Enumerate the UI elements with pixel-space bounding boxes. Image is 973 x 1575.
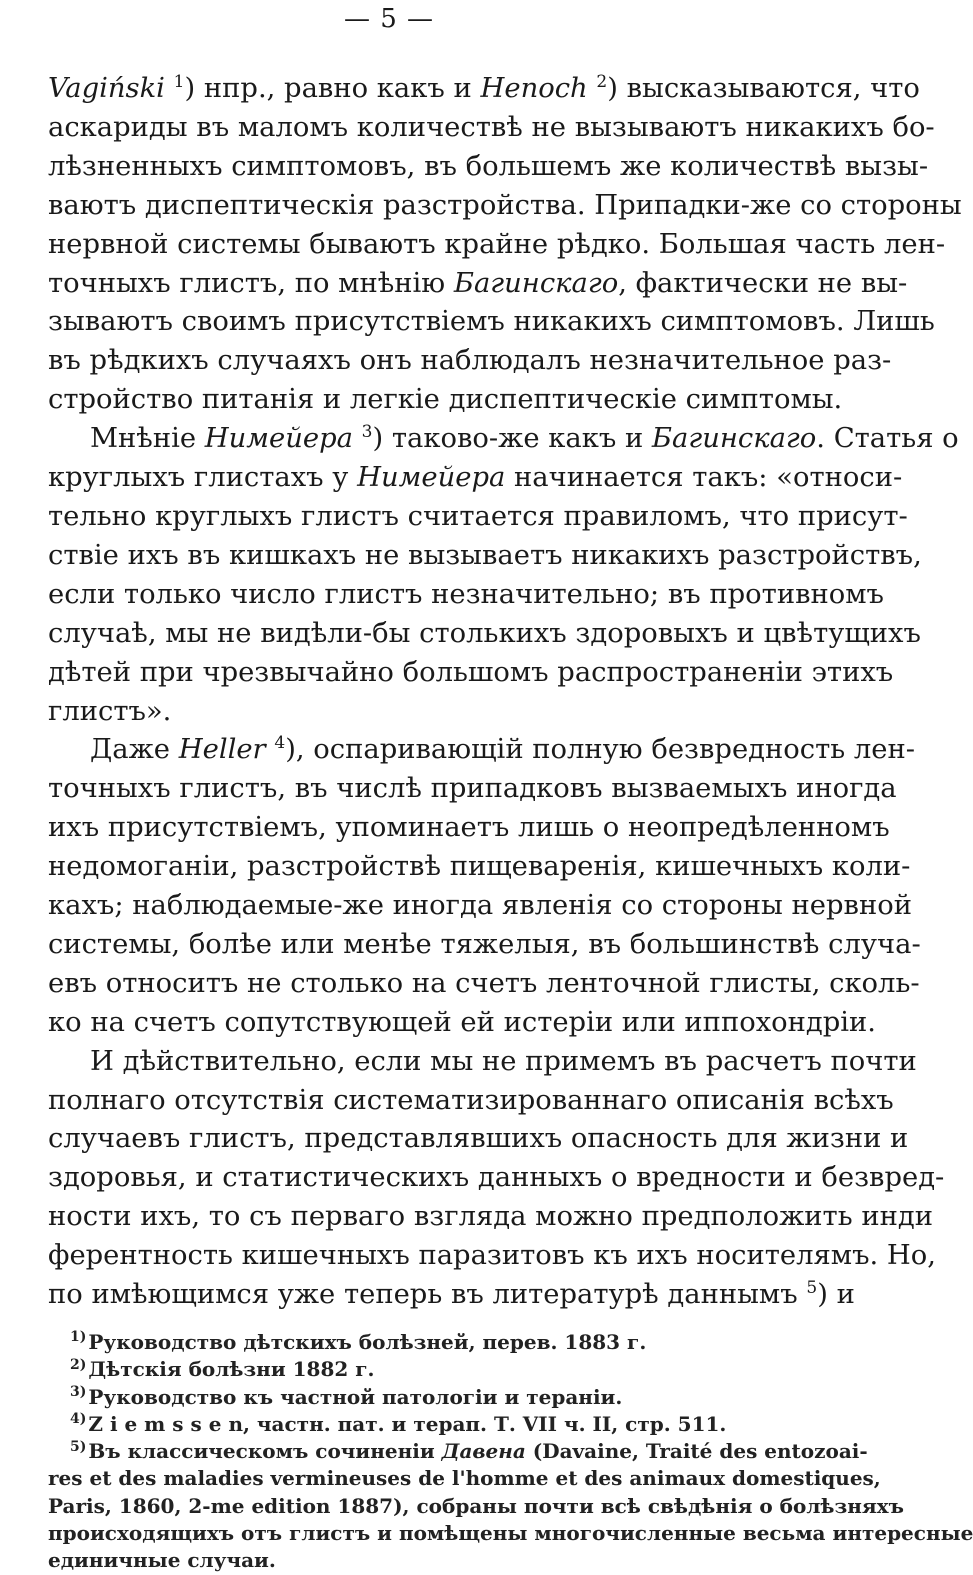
footnote-line: $^{3)}$ Руководство къ частной патологіи и тераніи. bbox=[70, 1383, 623, 1409]
text-line: въ рѣдкихъ случаяхъ онъ наблюдалъ незначительное раз- bbox=[48, 345, 892, 377]
text-line: Vagiński $^1$) нпр., равно какъ и Henoch $^2$) высказываются, что bbox=[48, 71, 920, 104]
text-line: нервной системы бываютъ крайне рѣдко. Большая часть лен- bbox=[48, 228, 946, 260]
footnote bbox=[48, 1438, 973, 1574]
footnote-marker: 4) bbox=[70, 1411, 87, 1428]
footnote-line: res et des maladies vermineuses de l'homme et des animaux domestiques, bbox=[48, 1466, 881, 1491]
text-line: круглыхъ глистахъ у Нимейера начинается такъ: «относи- bbox=[48, 462, 903, 494]
text-line: если только число глистъ незначительно; въ противномъ bbox=[48, 578, 884, 610]
text-line: системы, болѣе или менѣе тяжелыя, въ большинствѣ случа- bbox=[48, 928, 921, 960]
footnote bbox=[48, 1384, 730, 1411]
footnote bbox=[48, 1411, 730, 1438]
text-line: глистъ». bbox=[48, 695, 172, 727]
footnote-marker: 5) bbox=[70, 1438, 87, 1455]
footnote bbox=[48, 1329, 730, 1356]
text-line: зываютъ своимъ присутствіемъ никакихъ симптомовъ. Лишь bbox=[48, 306, 935, 338]
text-line: ваютъ диспептическія разстройства. Припадки-же со стороны bbox=[48, 189, 962, 221]
text-line: ствіе ихъ въ кишкахъ не вызываетъ никакихъ разстройствъ, bbox=[48, 539, 922, 571]
text-line: случаевъ глистъ, представлявшихъ опасность для жизни и bbox=[48, 1123, 909, 1155]
text-line: недомоганіи, разстройствѣ пищеваренія, кишечныхъ коли- bbox=[48, 851, 911, 883]
text-line: евъ относитъ не столько на счетъ ленточной глисты, сколь- bbox=[48, 967, 920, 999]
footnote-line: единичные случаи. bbox=[48, 1548, 276, 1573]
body-text bbox=[48, 70, 962, 1315]
footnotes bbox=[48, 1329, 973, 1575]
text-line: ихъ присутствіемъ, упоминаетъ лишь о неопредѣленномъ bbox=[48, 812, 890, 844]
footnote-line: $^{4)}$ Z i e m s s e n, частн. пат. и терап. Т. VII ч. II, стр. 511. bbox=[70, 1411, 727, 1436]
footnote-line: $^{1)}$ Руководство дѣтскихъ болѣзней, перев. 1883 г. bbox=[70, 1329, 647, 1354]
text-line: Мнѣніе Нимейера $^3$) таково-же какъ и Багинскаго. Статья о bbox=[90, 422, 959, 455]
text-line: стройство питанія и легкіе диспептическіе симптомы. bbox=[48, 384, 843, 416]
text-line: аскариды въ маломъ количествѣ не вызываютъ никакихъ бо- bbox=[48, 111, 935, 143]
text-line: полнаго отсутствія систематизированнаго описанія всѣхъ bbox=[48, 1084, 894, 1116]
footnote-marker: 1) bbox=[70, 1329, 87, 1346]
text-line: по имѣющимся уже теперь въ литературѣ даннымъ $^5$) и bbox=[48, 1277, 855, 1311]
text-line: Даже Heller $^4$), оспаривающій полную безвредность лен- bbox=[90, 733, 915, 766]
footnote bbox=[48, 1356, 730, 1383]
text-line: случаѣ, мы не видѣли-бы столькихъ здоровыхъ и цвѣтущихъ bbox=[48, 617, 921, 649]
text-line: И дѣйствительно, если мы не примемъ въ расчетъ почти bbox=[90, 1045, 917, 1077]
text-line: ности ихъ, то съ перваго взгляда можно предположить инди bbox=[48, 1201, 933, 1233]
text-line: тельно круглыхъ глистъ считается правиломъ, что присут- bbox=[48, 500, 908, 532]
paragraph bbox=[48, 70, 962, 420]
text-line: лѣзненныхъ симптомовъ, въ большемъ же количествѣ вызы- bbox=[48, 150, 929, 182]
footnote-line: происходящихъ отъ глистъ и помѣщены многочисленные весьма интересные bbox=[48, 1521, 973, 1546]
page-number: — 5 — bbox=[343, 4, 435, 34]
paragraph bbox=[48, 731, 921, 1042]
text-line: ферентность кишечныхъ паразитовъ къ ихъ носителямъ. Но, bbox=[48, 1240, 937, 1272]
text-line: точныхъ глистъ, по мнѣнію Бaгинскаго, фактически не вы- bbox=[48, 267, 908, 299]
footnote-marker: 3) bbox=[70, 1383, 87, 1400]
footnote-line: Paris, 1860, 2-me edition 1887), собраны почти всѣ свѣдѣнія о болѣзняхъ bbox=[48, 1493, 904, 1518]
footnote-line: $^{5)}$ Въ классическомъ сочиненіи Давена (Davaine, Traité des entozoai- bbox=[70, 1438, 868, 1464]
text-line: здоровья, и статистическихъ данныхъ о вредности и безвред- bbox=[48, 1162, 945, 1194]
text-line: ко на счетъ сопутствующей ей истеріи или иппохондріи. bbox=[48, 1006, 877, 1038]
footnote-marker: 2) bbox=[70, 1356, 87, 1373]
paragraph bbox=[48, 420, 959, 731]
paragraph bbox=[48, 1043, 945, 1315]
text-line: точныхъ глистъ, въ числѣ припадковъ вызваемыхъ иногда bbox=[48, 773, 897, 805]
footnote-line: $^{2)}$ Дѣтскія болѣзни 1882 г. bbox=[70, 1356, 375, 1382]
text-line: кахъ; наблюдаемые-же иногда явленія со стороны нервной bbox=[48, 890, 912, 922]
text-line: дѣтей при чрезвычайно большомъ распространеніи этихъ bbox=[48, 656, 894, 688]
